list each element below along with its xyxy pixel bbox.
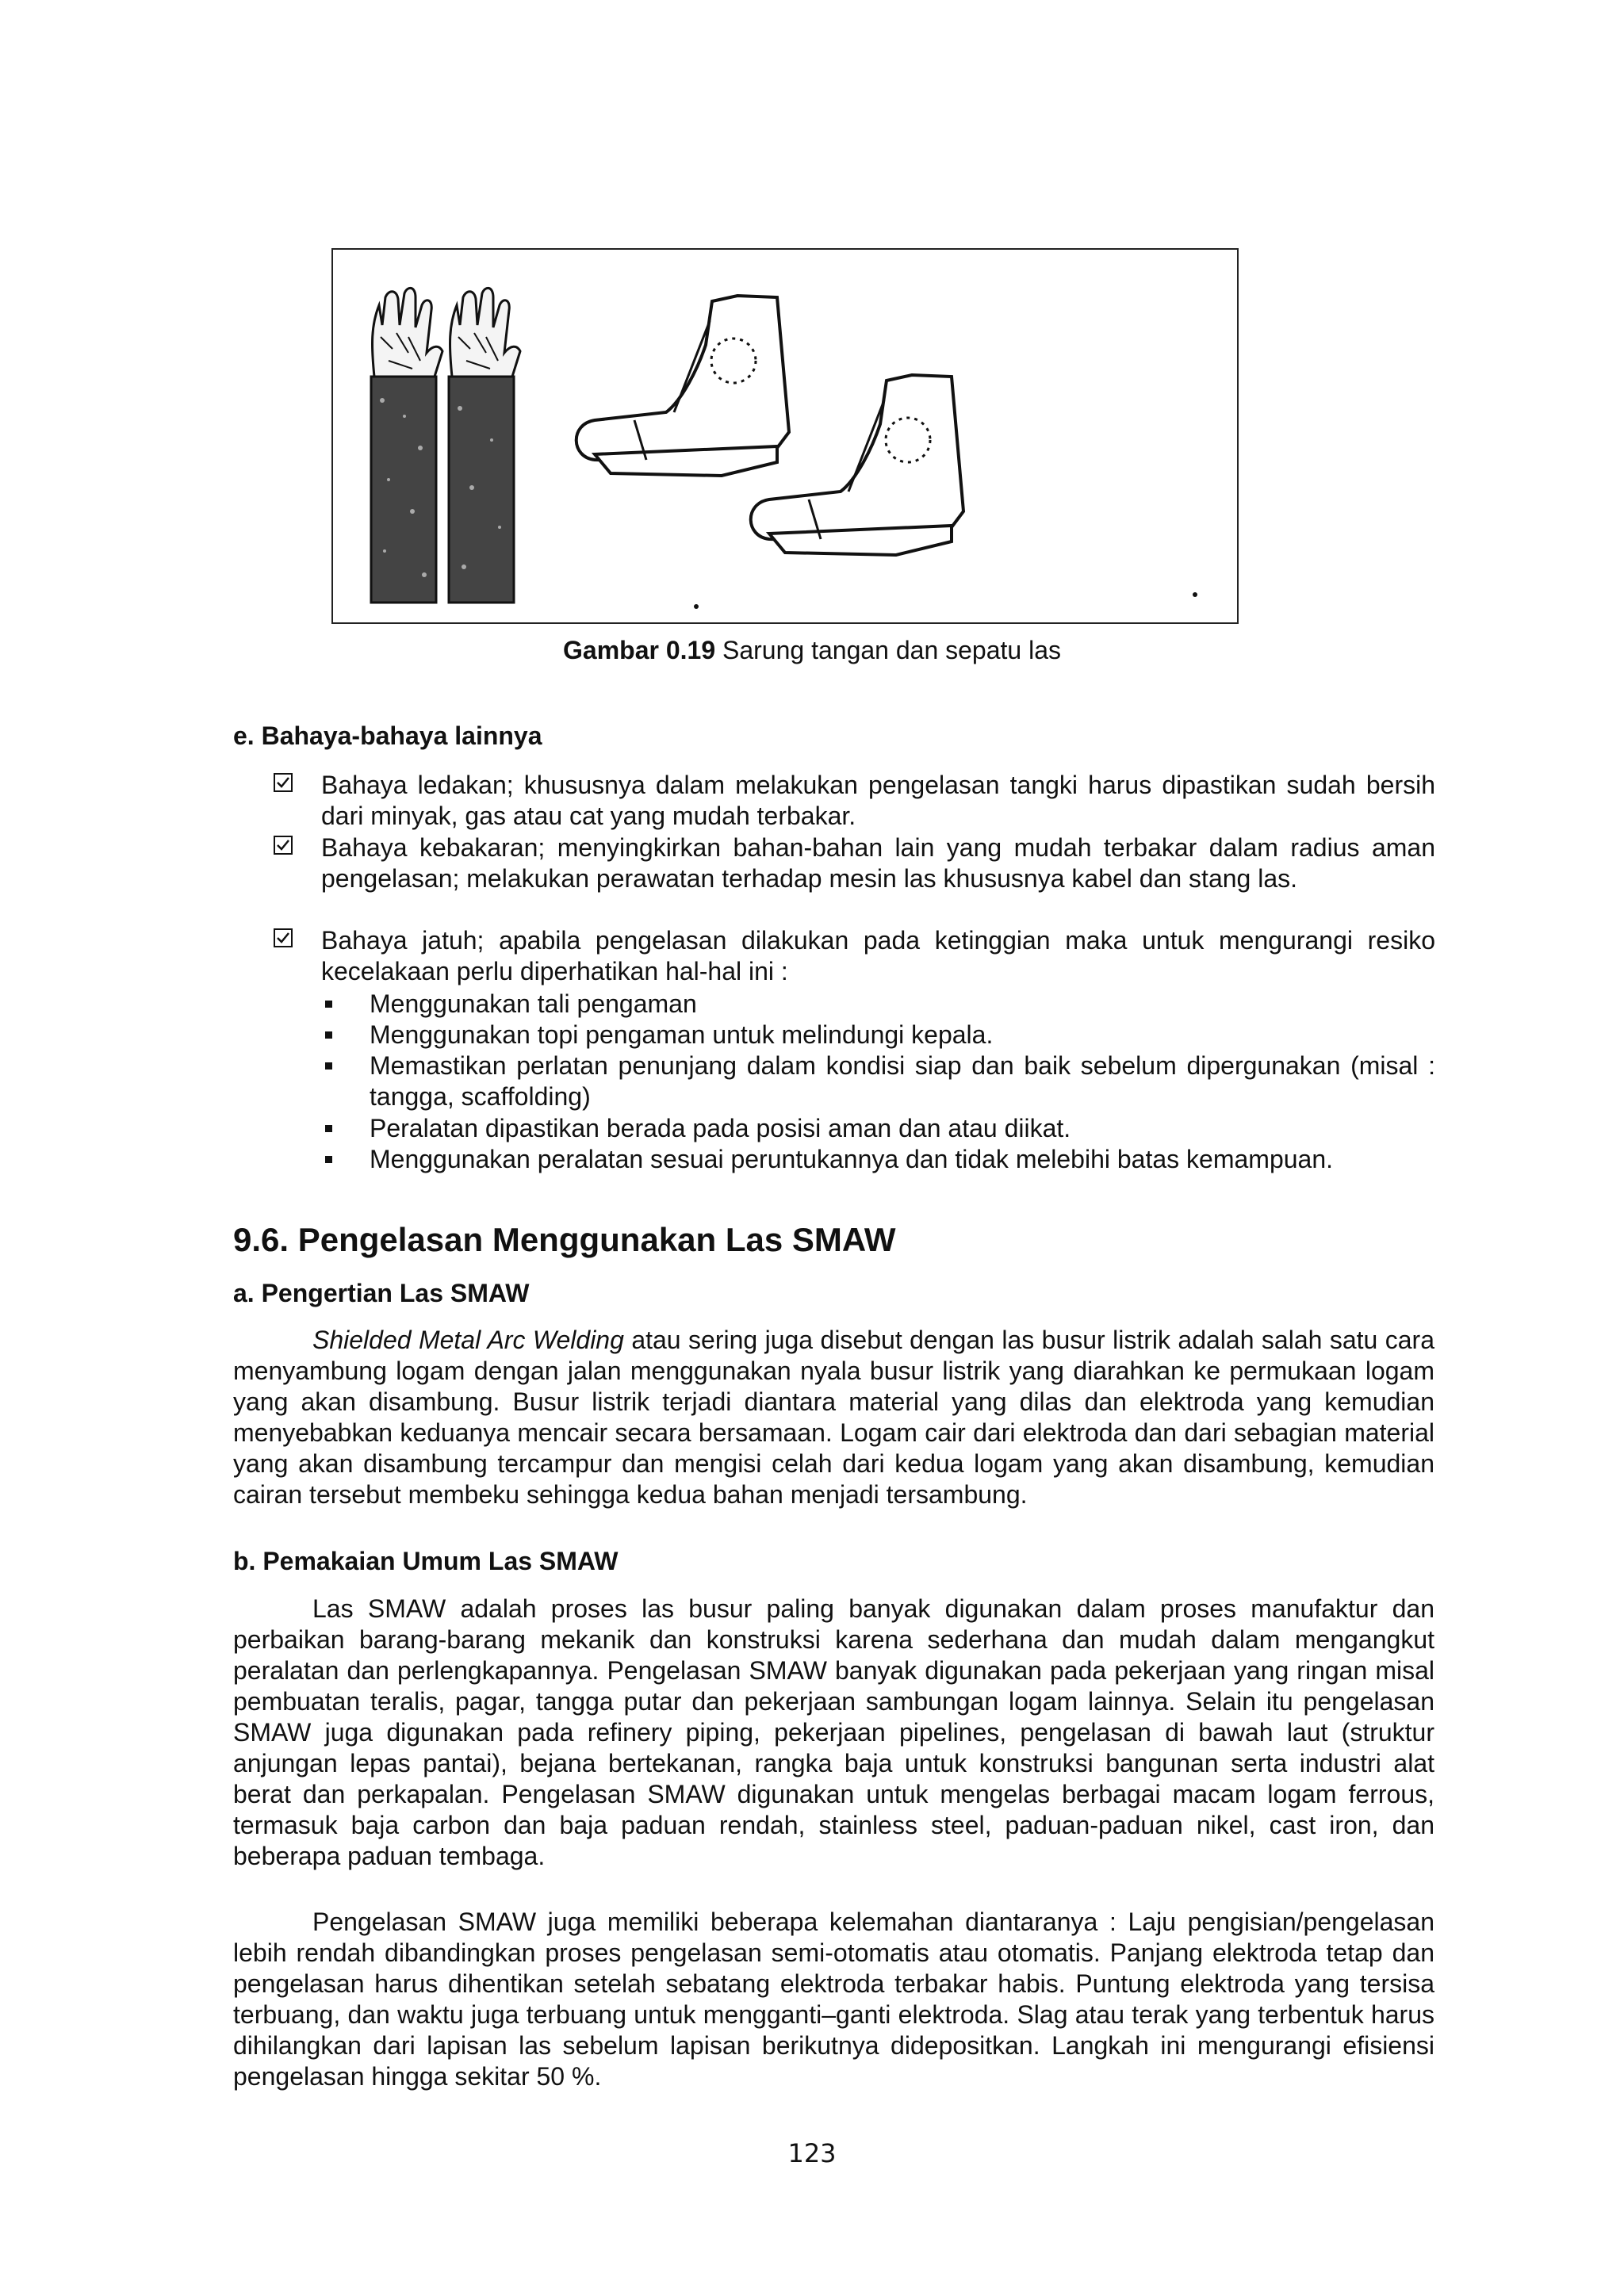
list-item [325, 1050, 1435, 1112]
bullet-square-icon [325, 1062, 332, 1070]
checklist-item [274, 770, 1435, 832]
checklist-item-text: Bahaya ledakan; khususnya dalam melakukan pengelasan tangki harus dipastikan sudah bersih dari minyak, gas atau cat yang mudah terbakar. [321, 771, 1435, 830]
checklist-item-text: Bahaya jatuh; apabila pengelasan dilakukan pada ketinggian maka untuk mengurangi resiko kecelakaan perlu diperhatikan hal-hal ini : [321, 926, 1435, 985]
list-item [325, 989, 1435, 1020]
bullet-square-icon [325, 1125, 332, 1132]
paragraph-smaw-definition [233, 1325, 1434, 1510]
list-item-text: Menggunakan tali pengaman [370, 989, 697, 1018]
checklist-item-text: Bahaya kebakaran; menyingkirkan bahan-bahan lain yang mudah terbakar dalam radius aman pengelasan; melakukan perawatan terhadap mesin las khususnya kabel dan stang las. [321, 833, 1435, 893]
subsection-b-heading: b. Pemakaian Umum Las SMAW [233, 1547, 619, 1575]
section-heading: 9.6. Pengelasan Menggunakan Las SMAW [233, 1221, 896, 1258]
paragraph-text: atau sering juga disebut dengan las busur listrik adalah salah satu cara menyambung logam dengan jalan menggunakan nyala busur listrik yang diarahkan ke permukaan logam yang akan disambung. Busur listrik terjadi diantara material yang dilas dan elektroda yang kemudian menyebabkan keduanya mencair secara bersamaan. Logam cair dari elektroda dan dari sebagian material yang akan disambung tercampur dan mengisi celah dari kedua logam yang akan disambung, kemudian cairan tersebut membeku sehingga kedua bahan menjadi tersambung. [233, 1326, 1435, 1509]
list-item-text: Peralatan dipastikan berada pada posisi aman dan atau diikat. [370, 1114, 1071, 1142]
list-item-text: Memastikan perlatan penunjang dalam kondisi siap dan baik sebelum dipergunakan (misal : tangga, scaffolding) [370, 1051, 1435, 1111]
welding-gloves-icon [333, 250, 1240, 626]
list-item [325, 1020, 1435, 1050]
bullet-square-icon [325, 1031, 332, 1039]
figure-caption-label: Gambar 0.19 [563, 636, 716, 664]
figure-frame [331, 248, 1239, 624]
page-number: 123 [787, 2138, 837, 2168]
paragraph-smaw-weakness: Pengelasan SMAW juga memiliki beberapa kelemahan diantaranya : Laju pengisian/pengelasan lebih rendah dibandingkan proses pengelasan semi-otomatis atau otomatis. Panjang elektroda tetap dan pengelasan harus dihentikan setelah sebatang elektroda terbakar habis. Puntung elektroda yang tersisa terbuang, dan waktu juga terbuang untuk mengganti–ganti elektroda. Slag atau terak yang terbentuk harus dihilangkan dari lapisan las sebelum lapisan berikutnya didepositkan. Langkah ini mengurangi efisiensi pengelasan hingga sekitar 50 %. [233, 1908, 1434, 2091]
subsection-a-heading: a. Pengertian Las SMAW [233, 1279, 530, 1307]
checklist-item [274, 925, 1435, 987]
list-item [325, 1144, 1435, 1175]
bullet-square-icon [325, 1156, 332, 1163]
checklist-item [274, 832, 1435, 894]
section-e-heading: e. Bahaya-bahaya lainnya [233, 721, 542, 750]
figure-caption-text: Sarung tangan dan sepatu las [722, 636, 1061, 664]
checkbox-checked-icon [274, 928, 293, 947]
list-item-text: Menggunakan topi pengaman untuk melindungi kepala. [370, 1020, 994, 1049]
checkbox-checked-icon [274, 836, 293, 855]
paragraph-italic-term: Shielded Metal Arc Welding [312, 1326, 624, 1354]
paragraph-smaw-usage: Las SMAW adalah proses las busur paling banyak digunakan dalam proses manufaktur dan perbaikan barang-barang mekanik dan konstruksi karena sederhana dan mudah dalam mengangkut peralatan dan perlengkapannya. Pengelasan SMAW banyak digunakan pada pekerjaan yang ringan misal pembuatan teralis, pagar, tangga putar dan pekerjaan sambungan logam lainnya. Selain itu pengelasan SMAW juga digunakan pada refinery piping, pekerjaan pipelines, pengelasan di bawah laut (struktur anjungan lepas pantai), bejana bertekanan, rangka baja untuk konstruksi bangunan serta industri alat berat dan perkapalan. Pengelasan SMAW digunakan untuk mengelas berbagai macam logam ferrous, termasuk baja carbon dan baja paduan rendah, stainless steel, paduan-paduan nikel, cast iron, dan beberapa paduan tembaga. [233, 1594, 1434, 1870]
list-item-text: Menggunakan peralatan sesuai peruntukannya dan tidak melebihi batas kemampuan. [370, 1145, 1334, 1173]
bullet-square-icon [325, 1001, 332, 1008]
checkbox-checked-icon [274, 773, 293, 792]
figure-caption [563, 636, 1061, 665]
list-item [325, 1113, 1435, 1144]
